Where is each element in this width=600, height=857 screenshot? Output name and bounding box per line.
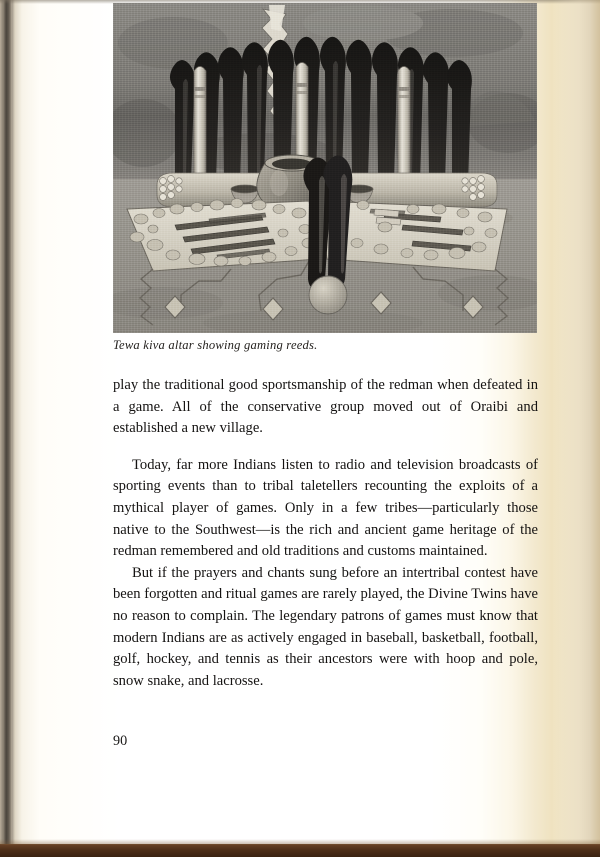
- paragraph: play the traditional good sportsmanship of the redman when defeated in a game. All of the conservative group moved out of Oraibi and established a new village.: [113, 377, 538, 437]
- altar-photograph: [113, 3, 537, 333]
- book-gutter-shadow: [3, 0, 12, 857]
- figure-caption: Tewa kiva altar showing gaming reeds.: [113, 338, 318, 352]
- paragraph: But if the prayers and chants sung before an intertribal contest have been forgotten and ritual games are rarely played, the Divine Twins have no reason to complain. The legendary patrons of games must know that modern Indians are as actively engaged in baseball, basketball, football, golf, hockey, and tennis as their ancestors were with hoop and pole, snow snake, and lacrosse.: [113, 564, 538, 689]
- body-text-column: [113, 375, 538, 692]
- desk-surface: [0, 844, 600, 857]
- reed-tube: [194, 67, 206, 184]
- altar-illustration-svg: [113, 3, 537, 333]
- paragraph: Today, far more Indians listen to radio and television broadcasts of sporting events than to tribal taletellers recounting the exploits of a mythical player of games. Only in a few tribes—particularly those native to the Southwest—is the rich and ancient game heritage of the redman remembered and old traditions and customs maintained.: [113, 456, 538, 560]
- ball: [309, 276, 347, 314]
- feather-cluster: [303, 155, 352, 314]
- page-number: 90: [113, 733, 128, 749]
- reed-tube: [398, 67, 410, 184]
